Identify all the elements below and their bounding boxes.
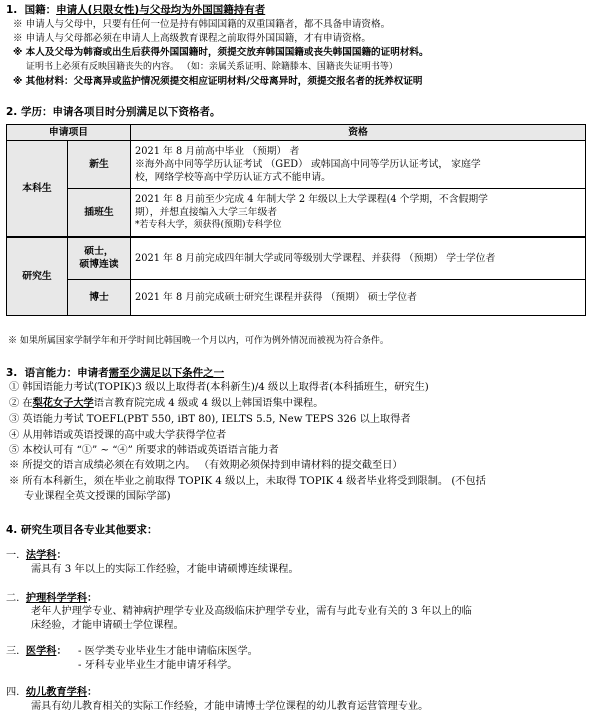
item-number: 三. <box>6 646 20 657</box>
text-segment: ② 在 <box>9 398 33 409</box>
freshman-qualification <box>131 141 586 189</box>
language-item-3: ③ 英语能力考试 TOEFL(PBT 550, iBT 80), IELTS 5.5, New TEPS 326 以上取得者 <box>9 414 411 425</box>
nationality-note-3: ※ 本人及父母为韩裔或出生后获得外国国籍时，须提交放弃韩国国籍或丧失韩国国籍的证明材料。 <box>13 47 429 58</box>
nationality-note-1: ※ 申请人与父母中，只要有任何一位是持有韩国国籍的双重国籍者，都不具备申请资格。 <box>13 19 391 30</box>
section-heading-text: 申请者 <box>77 367 109 379</box>
section-label: 国籍： <box>24 4 57 16</box>
language-note-1: ※ 所提交的语言成绩必须在有效期之内。 （有效期必须保持到申请材料的提交截至日） <box>9 460 403 471</box>
nationality-note-5: ※ 其他材料：父母离异或监护情况须提交相应证明材料/父母离异时，须提交报名者的抚养权证明 <box>13 76 423 87</box>
text-line: *若专科大学，须获得(预期)专科学位 <box>135 219 282 230</box>
sub-transfer: 插班生 <box>68 189 131 237</box>
language-note-2b: 专业课程全英文授课的国际学部) <box>24 491 171 502</box>
text-line: 期），并想直接编入大学三年级者 <box>135 206 278 218</box>
medicine-text-2: - 牙科专业毕业生才能申请牙科学。 <box>78 660 238 671</box>
item-number: 二. <box>6 593 20 604</box>
section-heading-emphasis: 需至少满足以下条件之一 <box>108 367 225 379</box>
medicine-text-1: - 医学类专业毕业生才能申请临床医学。 <box>78 646 258 657</box>
section-4-title: 4. 研究生项目各专业其他要求： <box>6 524 158 536</box>
medicine-heading <box>6 645 67 658</box>
phd-qualification: 2021 年 8 月前完成硕士研究生课程并获得 （预期） 硕士学位者 <box>131 280 586 316</box>
language-item-1: ① 韩国语能力考试(TOPIK)3 级以上取得者(本科新生)/4 级以上取得者(本科插班生，研究生) <box>9 382 429 393</box>
language-item-5: ⑤ 本校认可有 “①” ~ “④” 所要求的韩语或英语语言能力者 <box>9 445 279 456</box>
item-number: 一. <box>6 550 20 561</box>
header-qualification: 资格 <box>131 125 586 141</box>
text-line: 2021 年 8 月前高中毕业 （预期） 者 <box>135 146 300 157</box>
nationality-note-2: ※ 申请人与父母都必须在申请人上高级教育课程之前取得外国国籍，才有申请资格。 <box>13 33 372 44</box>
language-item-4: ④ 从用韩语或英语授课的高中或大学获得学位者 <box>9 430 227 441</box>
item-title: 医学科 <box>25 646 57 657</box>
category-graduate: 研究生 <box>7 237 68 316</box>
early-ed-text: 需具有幼儿教育相关的实际工作经验，才能申请博士学位课程的幼儿教育运营管理专业。 <box>31 701 429 712</box>
education-note: ※ 如果所属国家学制学年和开学时间比韩国晚一个月以内，可作为例外情况而被视为符合条件。 <box>8 336 389 346</box>
text-segment: 语言教育院完成 4 级或 4 级以上韩国语集中课程。 <box>93 398 324 409</box>
nursing-text-1: 老年人护理学专业、精神病护理学专业及高级临床护理学专业，需有与此专业有关的 3 年以上的临 <box>31 606 472 617</box>
text-line: ※海外高中同等学历认证考试 （GED） 或韩国高中同等学历认证考试， 家庭学 <box>135 159 481 170</box>
nursing-heading <box>6 592 97 605</box>
item-colon: ： <box>56 550 67 561</box>
law-text: 需具有 3 年以上的实际工作经验，才能申请硕博连续课程。 <box>31 564 299 575</box>
text-line: 硕士， <box>84 246 114 258</box>
master-qualification: 2021 年 8 月前完成四年制大学或同等级别大学课程、并获得 （预期） 学士学位者 <box>131 237 586 280</box>
nationality-note-4: 证明书上必须有反映国籍丧失的内容。 （如：亲属关系证明、除籍滕本、国籍丧失证明书等） <box>26 62 398 72</box>
section-label: 语言能力： <box>24 367 78 379</box>
item-title: 法学科 <box>25 550 57 561</box>
text-line: 2021 年 8 月前至少完成 4 年制大学 2 年级以上大学课程(4 个学期，不含假期学 <box>135 193 488 205</box>
text-line: 校，网络学校等高中学历认证方式不能申请。 <box>135 172 331 183</box>
transfer-qualification <box>131 189 586 237</box>
item-title: 护理科学学科 <box>25 593 88 604</box>
item-title: 幼儿教育学科 <box>25 687 88 698</box>
early-ed-heading <box>6 686 97 699</box>
item-colon: ： <box>56 646 67 657</box>
item-number: 四. <box>6 687 20 698</box>
header-apply: 申请项目 <box>7 125 131 141</box>
nursing-text-2: 床经验，才能申请硕士学位课程。 <box>31 620 184 631</box>
section-heading-text: 申请人(只限女性)与父母均为外国国籍持有者 <box>56 4 266 16</box>
category-undergrad: 本科生 <box>7 141 68 237</box>
university-name: 梨花女子大学 <box>32 398 94 409</box>
section-1-title <box>6 3 265 17</box>
sub-master <box>68 237 131 280</box>
item-colon: ： <box>87 687 98 698</box>
language-note-2a: ※ 所有本科新生，须在毕业之前取得 TOPIK 4 级以上，未取得 TOPIK 4 级者毕业将受到限制。 (不包括 <box>9 476 486 487</box>
section-number: 1. <box>6 4 18 16</box>
sub-phd: 博士 <box>68 280 131 316</box>
sub-freshman: 新生 <box>68 141 131 189</box>
section-2-title: 2. 学历：申请各项目时分别满足以下资格者。 <box>6 106 221 118</box>
education-requirements-table <box>6 124 586 316</box>
language-item-2 <box>9 397 323 410</box>
text-line: 硕博连读 <box>79 259 119 271</box>
section-3-title <box>6 366 224 380</box>
section-number: 3. <box>6 367 18 379</box>
item-colon: ： <box>87 593 98 604</box>
law-heading <box>6 549 67 562</box>
